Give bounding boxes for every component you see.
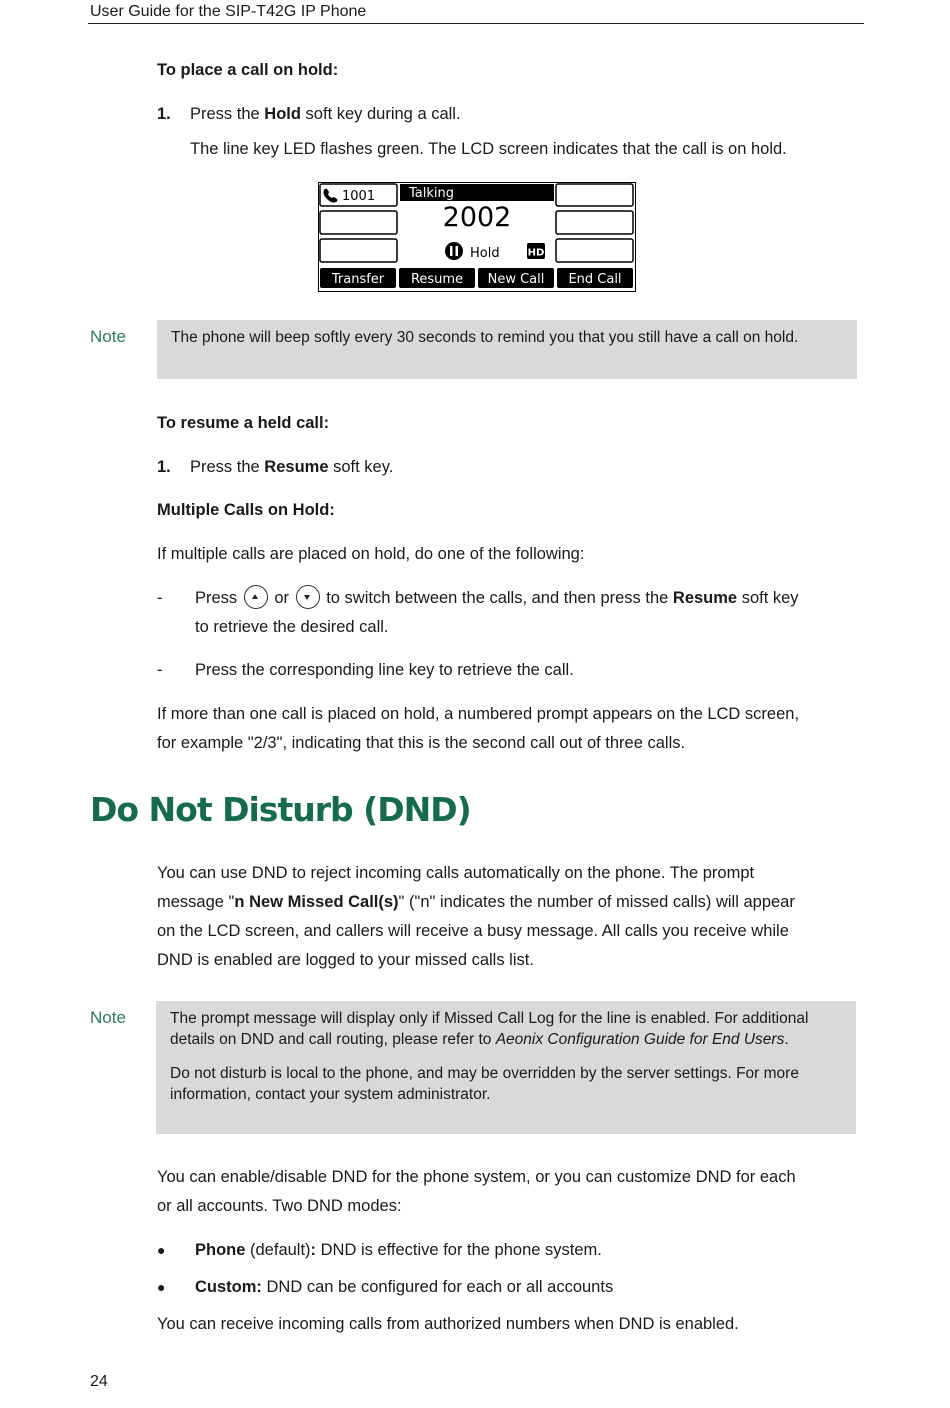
lcd-number: 2002: [442, 202, 512, 233]
hold-step-1: Press the Hold soft key during a call.: [190, 105, 461, 123]
note-text-2: Do not disturb is local to the phone, and may be overridden by the server settings. For more information, contact your system administrator.: [170, 1065, 799, 1103]
multiple-item-2: Press the corresponding line key to retrieve the call.: [195, 661, 574, 679]
svg-text:HD: HD: [527, 247, 545, 259]
note-box: [156, 1001, 856, 1134]
resume-heading: To resume a held call:: [157, 414, 330, 432]
dnd-mode-custom: Custom: DND can be configured for each or all accounts: [195, 1278, 614, 1296]
page-number: 24: [90, 1373, 108, 1390]
multiple-heading: Multiple Calls on Hold:: [157, 501, 335, 519]
multiple-item-1-cont: to retrieve the desired call.: [195, 618, 389, 636]
lcd-screen-figure: [318, 182, 636, 292]
note-label: Note: [90, 1008, 126, 1027]
section-heading-dnd: Do Not Disturb (DND): [90, 790, 471, 829]
line-key-3: [320, 239, 397, 262]
dnd-paragraph-1-line-1: You can use DND to reject incoming calls automatically on the phone. The prompt: [157, 864, 755, 882]
lcd-line-label: 1001: [342, 189, 376, 204]
line-key-4: [556, 184, 633, 206]
hold-step-1-number: 1.: [157, 105, 171, 123]
multiple-paragraph-line-2: for example "2/3", indicating that this is the second call out of three calls.: [157, 734, 686, 752]
page-header: User Guide for the SIP-T42G IP Phone: [90, 3, 367, 20]
note-box: [157, 320, 857, 379]
dnd-paragraph-1-line-3: on the LCD screen, and callers will receive a busy message. All calls you receive while: [157, 922, 789, 940]
resume-step-1: Press the Resume soft key.: [190, 458, 394, 476]
list-dash: -: [157, 661, 163, 679]
hold-step-1-description: The line key LED flashes green. The LCD screen indicates that the call is on hold.: [190, 140, 787, 158]
note-label: Note: [90, 327, 126, 346]
dnd-paragraph-3: You can receive incoming calls from authorized numbers when DND is enabled.: [157, 1315, 739, 1333]
bullet-icon: ●: [157, 1279, 166, 1295]
hold-heading: To place a call on hold:: [157, 61, 339, 79]
line-key-6: [556, 239, 633, 262]
list-dash: -: [157, 589, 163, 607]
lcd-hold-label: Hold: [470, 246, 500, 261]
hold-icon: [445, 242, 463, 260]
header-rule: [88, 23, 864, 24]
multiple-intro: If multiple calls are placed on hold, do one of the following:: [157, 545, 585, 563]
up-arrow-key-icon: [244, 585, 268, 609]
multiple-paragraph-line-1: If more than one call is placed on hold, a numbered prompt appears on the LCD screen,: [157, 705, 800, 723]
down-arrow-key-icon: [296, 585, 320, 609]
dnd-paragraph-2-line-2: or all accounts. Two DND modes:: [157, 1197, 402, 1215]
softkey-label-transfer: Transfer: [331, 272, 385, 287]
dnd-paragraph-1-line-4: DND is enabled are logged to your missed calls list.: [157, 951, 534, 969]
dnd-mode-phone: Phone (default): DND is effective for the phone system.: [195, 1241, 602, 1259]
line-key-2: [320, 211, 397, 234]
resume-step-1-number: 1.: [157, 458, 171, 476]
softkey-label-resume: Resume: [410, 272, 464, 287]
dnd-paragraph-1-line-2: message "n New Missed Call(s)" ("n" indicates the number of missed calls) will appear: [157, 893, 795, 911]
note-text-1: The prompt message will display only if Missed Call Log for the line is enabled. For additional details on DND and call routing, please refer to Aeonix Configuration Guide for End Users.: [170, 1010, 809, 1048]
softkey-label-new-call: New Call: [487, 272, 545, 287]
bullet-icon: ●: [157, 1242, 166, 1258]
softkey-label-end-call: End Call: [568, 272, 622, 287]
note-text: The phone will beep softly every 30 seconds to remind you that you still have a call on hold.: [171, 329, 799, 346]
lcd-status-label: Talking: [409, 186, 454, 201]
dnd-paragraph-2-line-1: You can enable/disable DND for the phone system, or you can customize DND for each: [157, 1168, 796, 1186]
multiple-item-1: Press or to switch between the calls, and then press the Resume soft key: [195, 584, 799, 613]
line-key-5: [556, 211, 633, 234]
